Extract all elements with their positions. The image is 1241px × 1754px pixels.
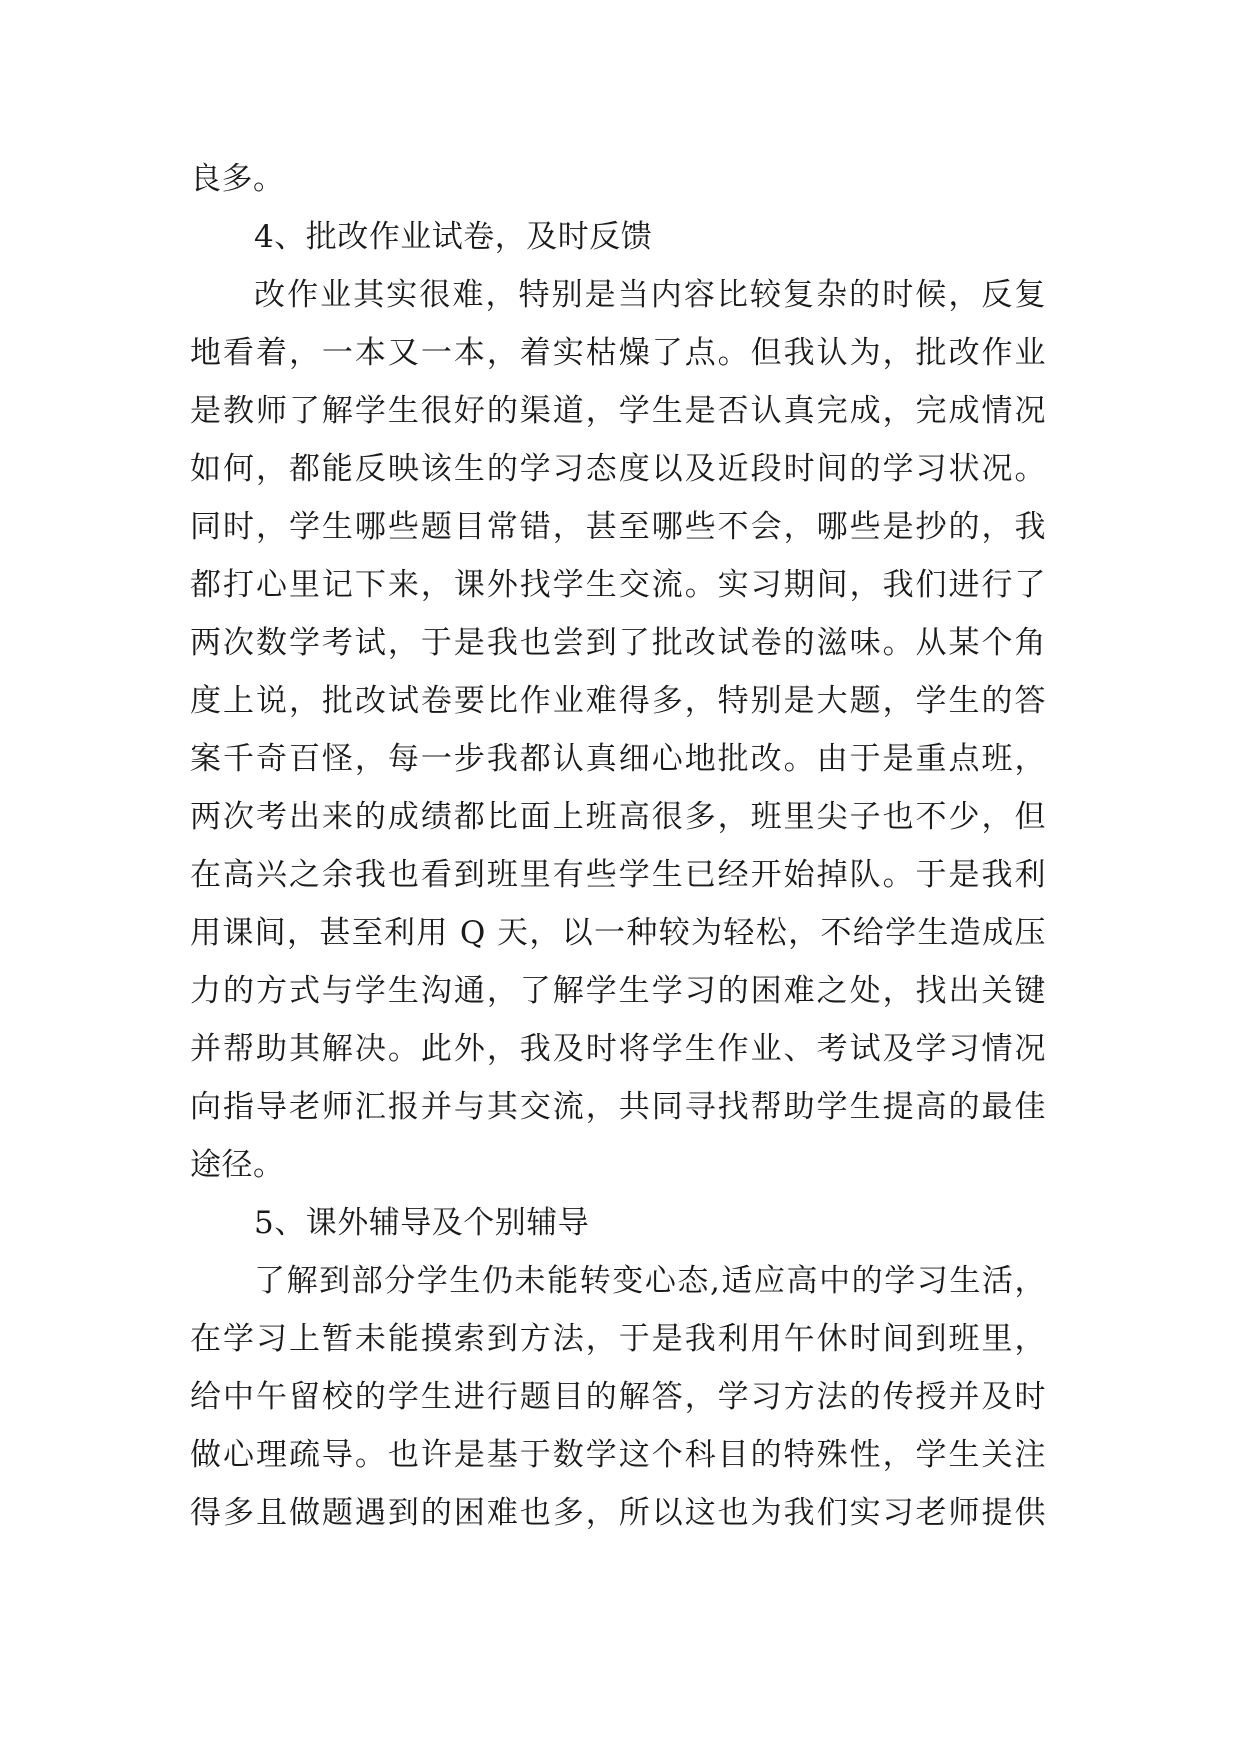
text-line: 做心理疏导。也许是基于数学这个科目的特殊性，学生关注 [190,1437,1046,1473]
body-text [190,150,1046,1542]
text-line: 地看着，一本又一本，着实枯燥了点。但我认为，批改作业 [190,335,1046,371]
text-line: 两次考出来的成绩都比面上班高很多，班里尖子也不少，但 [190,799,1046,835]
text-line: 案千奇百怪，每一步我都认真细心地批改。由于是重点班， [190,741,1046,777]
text-line: 给中午留校的学生进行题目的解答，学习方法的传授并及时 [190,1379,1046,1415]
text-line: 度上说，批改试卷要比作业难得多，特别是大题，学生的答 [190,683,1046,719]
text-line: 都打心里记下来，课外找学生交流。实习期间，我们进行了 [190,567,1046,603]
text-line: 在学习上暂未能摸索到方法，于是我利用午休时间到班里， [190,1321,1046,1357]
text-line: 力的方式与学生沟通，了解学生学习的困难之处，找出关键 [190,973,1046,1009]
text-line: 向指导老师汇报并与其交流，共同寻找帮助学生提高的最佳 [190,1089,1046,1125]
text-line: 如何，都能反映该生的学习态度以及近段时间的学习状况。 [190,451,1046,487]
text-line: 改作业其实很难，特别是当内容比较复杂的时候，反复 [254,277,1046,313]
text-line: 了解到部分学生仍未能转变心态,适应高中的学习生活， [254,1263,1046,1299]
text-line: 良多。 [190,161,285,197]
text-line: 同时，学生哪些题目常错，甚至哪些不会，哪些是抄的，我 [190,509,1046,545]
text-line: 用课间，甚至利用 Q 天，以一种较为轻松，不给学生造成压 [190,915,1046,951]
text-line: 两次数学考试，于是我也尝到了批改试卷的滋味。从某个角 [190,625,1046,661]
text-line: 并帮助其解决。此外，我及时将学生作业、考试及学习情况 [190,1031,1046,1067]
section-heading-4: 4、批改作业试卷，及时反馈 [254,219,653,255]
text-line: 得多且做题遇到的困难也多，所以这也为我们实习老师提供 [190,1495,1046,1531]
text-line: 是教师了解学生很好的渠道，学生是否认真完成，完成情况 [190,393,1046,429]
text-line: 途径。 [190,1147,285,1183]
section-heading-5: 5、课外辅导及个别辅导 [254,1205,590,1241]
text-line: 在高兴之余我也看到班里有些学生已经开始掉队。于是我利 [190,857,1046,893]
